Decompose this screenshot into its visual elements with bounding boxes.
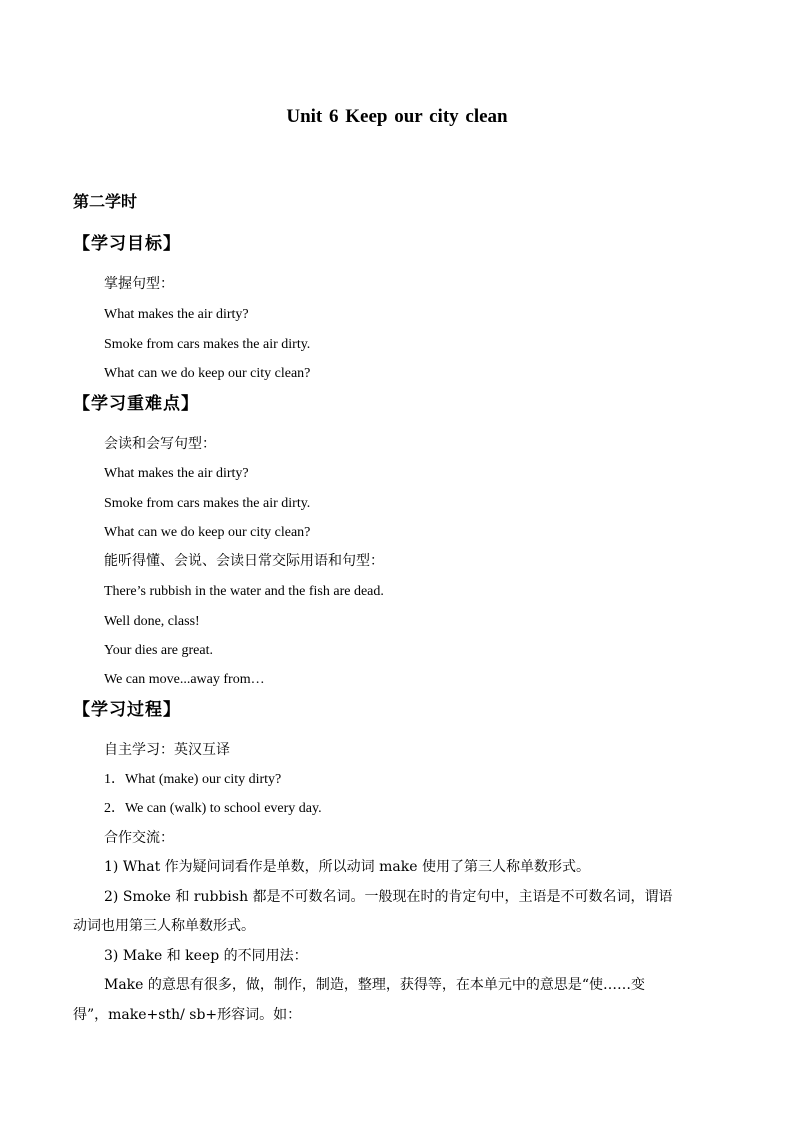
key-points-sentence: Your dies are great. bbox=[104, 643, 213, 658]
objectives-sentence: What makes the air dirty? bbox=[104, 307, 249, 322]
objectives-intro: 掌握句型： bbox=[104, 276, 174, 292]
objectives-heading: 【学习目标】 bbox=[73, 234, 181, 254]
cooperation-label: 合作交流： bbox=[104, 830, 174, 846]
objectives-sentence: What can we do keep our city clean? bbox=[104, 366, 311, 381]
note-paragraph-continued: 动词也用第三人称单数形式。 bbox=[73, 918, 255, 934]
self-study-label: 自主学习：英汉互译 bbox=[104, 742, 230, 758]
key-points-sentence: What makes the air dirty? bbox=[104, 466, 249, 481]
exercise-item: 2．We can (walk) to school every day. bbox=[104, 801, 322, 816]
note-paragraph: 1) What 作为疑问词看作是单数，所以动词 make 使用了第三人称单数形式。 bbox=[104, 859, 590, 875]
key-points-intro: 会读和会写句型： bbox=[104, 436, 216, 452]
key-points-heading: 【学习重难点】 bbox=[73, 394, 199, 414]
key-points-sentence: Smoke from cars makes the air dirty. bbox=[104, 496, 311, 511]
key-points-sentence: There’s rubbish in the water and the fish are dead. bbox=[104, 584, 384, 599]
note-paragraph: 3) Make 和 keep 的不同用法： bbox=[104, 948, 308, 964]
note-paragraph-continued: 得”，make+sth/ sb+形容词。如： bbox=[73, 1007, 302, 1023]
document-title: Unit 6 Keep our city clean bbox=[286, 106, 508, 127]
key-points-intro2: 能听得懂、会说、会读日常交际用语和句型： bbox=[104, 553, 384, 569]
process-heading: 【学习过程】 bbox=[73, 700, 181, 720]
note-paragraph: 2) Smoke 和 rubbish 都是不可数名词。一般现在时的肯定句中，主语是不可数名词，谓语 bbox=[104, 889, 673, 905]
exercise-item: 1．What (make) our city dirty? bbox=[104, 772, 282, 787]
key-points-sentence: What can we do keep our city clean? bbox=[104, 525, 311, 540]
objectives-sentence: Smoke from cars makes the air dirty. bbox=[104, 337, 311, 352]
note-paragraph: Make 的意思有很多，做，制作，制造，整理，获得等，在本单元中的意思是“使……变 bbox=[104, 977, 646, 993]
lesson-label: 第二学时 bbox=[73, 192, 138, 211]
key-points-sentence: Well done, class! bbox=[104, 614, 200, 629]
key-points-sentence: We can move...away from… bbox=[104, 672, 265, 687]
